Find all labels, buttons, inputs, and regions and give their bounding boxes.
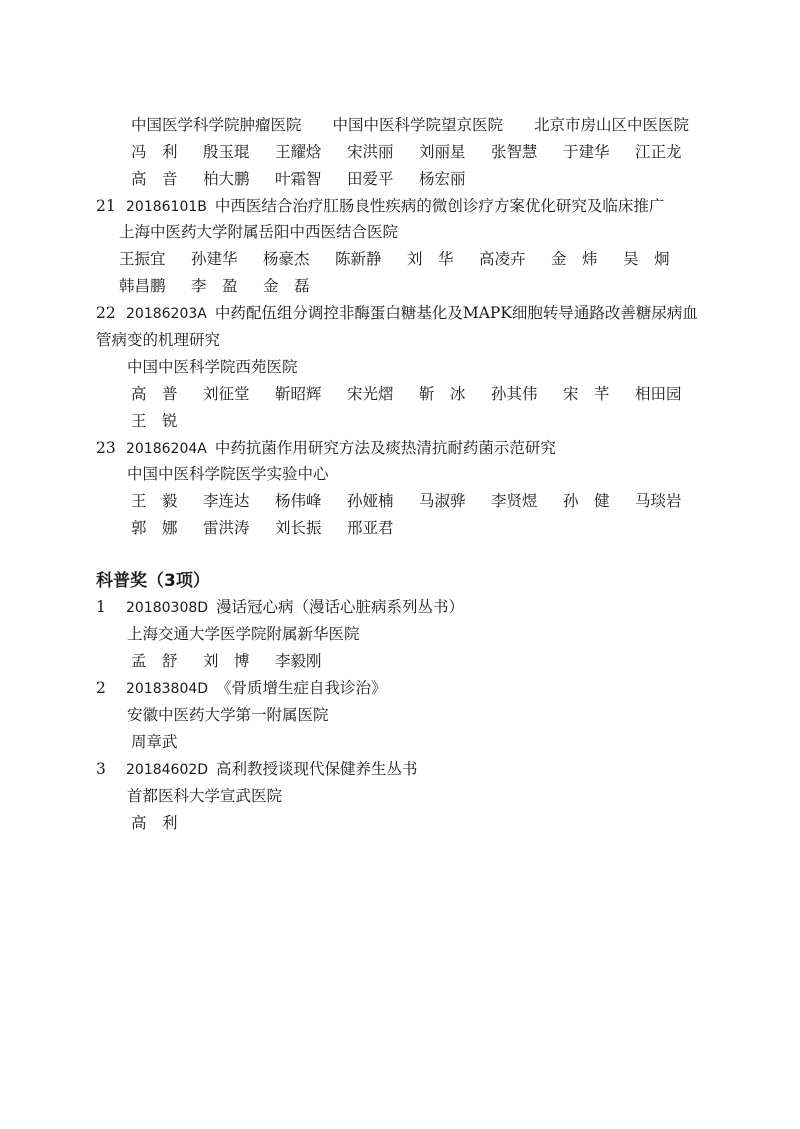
institution-line: 上海中医药大学附属岳阳中西医结合医院 xyxy=(119,223,399,241)
person-name: 杨宏丽 xyxy=(419,170,466,188)
names-row xyxy=(119,249,695,269)
entry-number: 22 xyxy=(96,304,116,322)
person-name: 王耀焓 xyxy=(275,143,322,161)
institution-line: 上海交通大学医学院附属新华医院 xyxy=(127,625,360,643)
person-name: 冯 利 xyxy=(131,143,178,161)
section-heading: 科普奖（3项） xyxy=(96,571,210,591)
entry-number: 1 xyxy=(96,598,106,616)
entry-title-continuation: 管病变的机理研究 xyxy=(96,331,221,349)
person-name: 周章武 xyxy=(131,733,178,751)
person-name: 江正龙 xyxy=(635,143,682,161)
person-name: 高 音 xyxy=(131,170,178,188)
entry-code: 20183804D xyxy=(126,681,209,697)
person-name: 宋 芊 xyxy=(563,385,610,403)
entry-code: 20186101B xyxy=(126,199,207,215)
person-name: 殷玉琨 xyxy=(203,143,250,161)
person-name: 高 利 xyxy=(131,814,178,832)
person-name: 杨伟峰 xyxy=(275,492,322,510)
entry-title: 中西医结合治疗肛肠良性疾病的微创诊疗方案优化研究及临床推广 xyxy=(214,197,665,215)
person-name: 于建华 xyxy=(563,143,610,161)
person-name: 王 毅 xyxy=(131,492,178,510)
person-name: 李毅刚 xyxy=(275,652,322,670)
names-row xyxy=(131,651,347,671)
person-name: 雷洪涛 xyxy=(203,519,250,537)
person-name: 刘长振 xyxy=(275,519,322,537)
person-name: 孙其伟 xyxy=(491,385,538,403)
names-row xyxy=(119,276,335,296)
names-row xyxy=(131,813,203,833)
person-name: 靳昭辉 xyxy=(275,385,322,403)
person-name: 宋光熠 xyxy=(347,385,394,403)
person-name: 刘征堂 xyxy=(203,385,250,403)
names-row xyxy=(131,411,203,431)
names-row xyxy=(131,491,707,511)
person-name: 柏大鹏 xyxy=(203,170,250,188)
award-entry-heading xyxy=(96,303,698,324)
person-name: 陈新静 xyxy=(335,250,382,268)
person-name: 王振宜 xyxy=(119,250,166,268)
person-name: 孙娅楠 xyxy=(347,492,394,510)
person-name: 高凌卉 xyxy=(479,250,526,268)
entry-code: 20186204A xyxy=(126,441,207,457)
person-name: 宋洪丽 xyxy=(347,143,394,161)
names-row xyxy=(131,384,707,404)
entry-code: 20180308D xyxy=(126,600,209,616)
award-entry-heading xyxy=(96,597,464,618)
award-entry-heading xyxy=(96,196,664,217)
person-name: 吴 炯 xyxy=(623,250,670,268)
person-name: 邢亚君 xyxy=(347,519,394,537)
entry-number: 23 xyxy=(96,439,116,457)
institution-line: 中国中医科学院医学实验中心 xyxy=(127,465,329,483)
person-name: 刘 博 xyxy=(203,652,250,670)
person-name: 马琰岩 xyxy=(635,492,682,510)
person-name: 王 锐 xyxy=(131,412,178,430)
person-name: 金 炜 xyxy=(551,250,598,268)
person-name: 靳 冰 xyxy=(419,385,466,403)
person-name: 刘 华 xyxy=(407,250,454,268)
person-name: 孟 舒 xyxy=(131,652,178,670)
entry-number: 21 xyxy=(96,197,116,215)
person-name: 田爱平 xyxy=(347,170,394,188)
names-row xyxy=(131,518,419,538)
names-row xyxy=(131,732,203,752)
institution-line: 首都医科大学宣武医院 xyxy=(127,787,283,805)
person-name: 李连达 xyxy=(203,492,250,510)
entry-title: 中药抗菌作用研究方法及痰热清抗耐药菌示范研究 xyxy=(214,439,556,457)
institution-line: 安徽中医药大学第一附属医院 xyxy=(127,706,329,724)
person-name: 叶霜智 xyxy=(275,170,322,188)
award-entry-heading xyxy=(96,759,418,780)
award-entry-heading xyxy=(96,438,556,459)
entry-code: 20184602D xyxy=(126,762,209,778)
person-name: 郭 娜 xyxy=(131,519,178,537)
institution-line: 中国医学科学院肿瘤医院 中国中医科学院望京医院 北京市房山区中医医院 xyxy=(131,116,690,134)
names-row xyxy=(131,142,707,162)
person-name: 孙 健 xyxy=(563,492,610,510)
entry-title: 中药配伍组分调控非酶蛋白糖基化及MAPK细胞转导通路改善糖尿病血 xyxy=(214,304,698,322)
entry-number: 2 xyxy=(96,679,106,697)
person-name: 杨豪杰 xyxy=(263,250,310,268)
entry-number: 3 xyxy=(96,760,106,778)
entry-title: 漫话冠心病（漫话心脏病系列丛书） xyxy=(216,598,465,616)
names-row xyxy=(131,169,491,189)
entry-title: 《骨质增生症自我诊治》 xyxy=(216,679,387,697)
person-name: 孙建华 xyxy=(191,250,238,268)
person-name: 李 盈 xyxy=(191,277,238,295)
entry-title: 高利教授谈现代保健养生丛书 xyxy=(216,760,418,778)
person-name: 李贤煜 xyxy=(491,492,538,510)
award-entry-heading xyxy=(96,678,387,699)
person-name: 相田园 xyxy=(635,385,682,403)
person-name: 韩昌鹏 xyxy=(119,277,166,295)
person-name: 金 磊 xyxy=(263,277,310,295)
entry-code: 20186203A xyxy=(126,306,207,322)
person-name: 高 普 xyxy=(131,385,178,403)
institution-line: 中国中医科学院西苑医院 xyxy=(127,358,298,376)
person-name: 马淑骅 xyxy=(419,492,466,510)
person-name: 张智慧 xyxy=(491,143,538,161)
person-name: 刘丽星 xyxy=(419,143,466,161)
